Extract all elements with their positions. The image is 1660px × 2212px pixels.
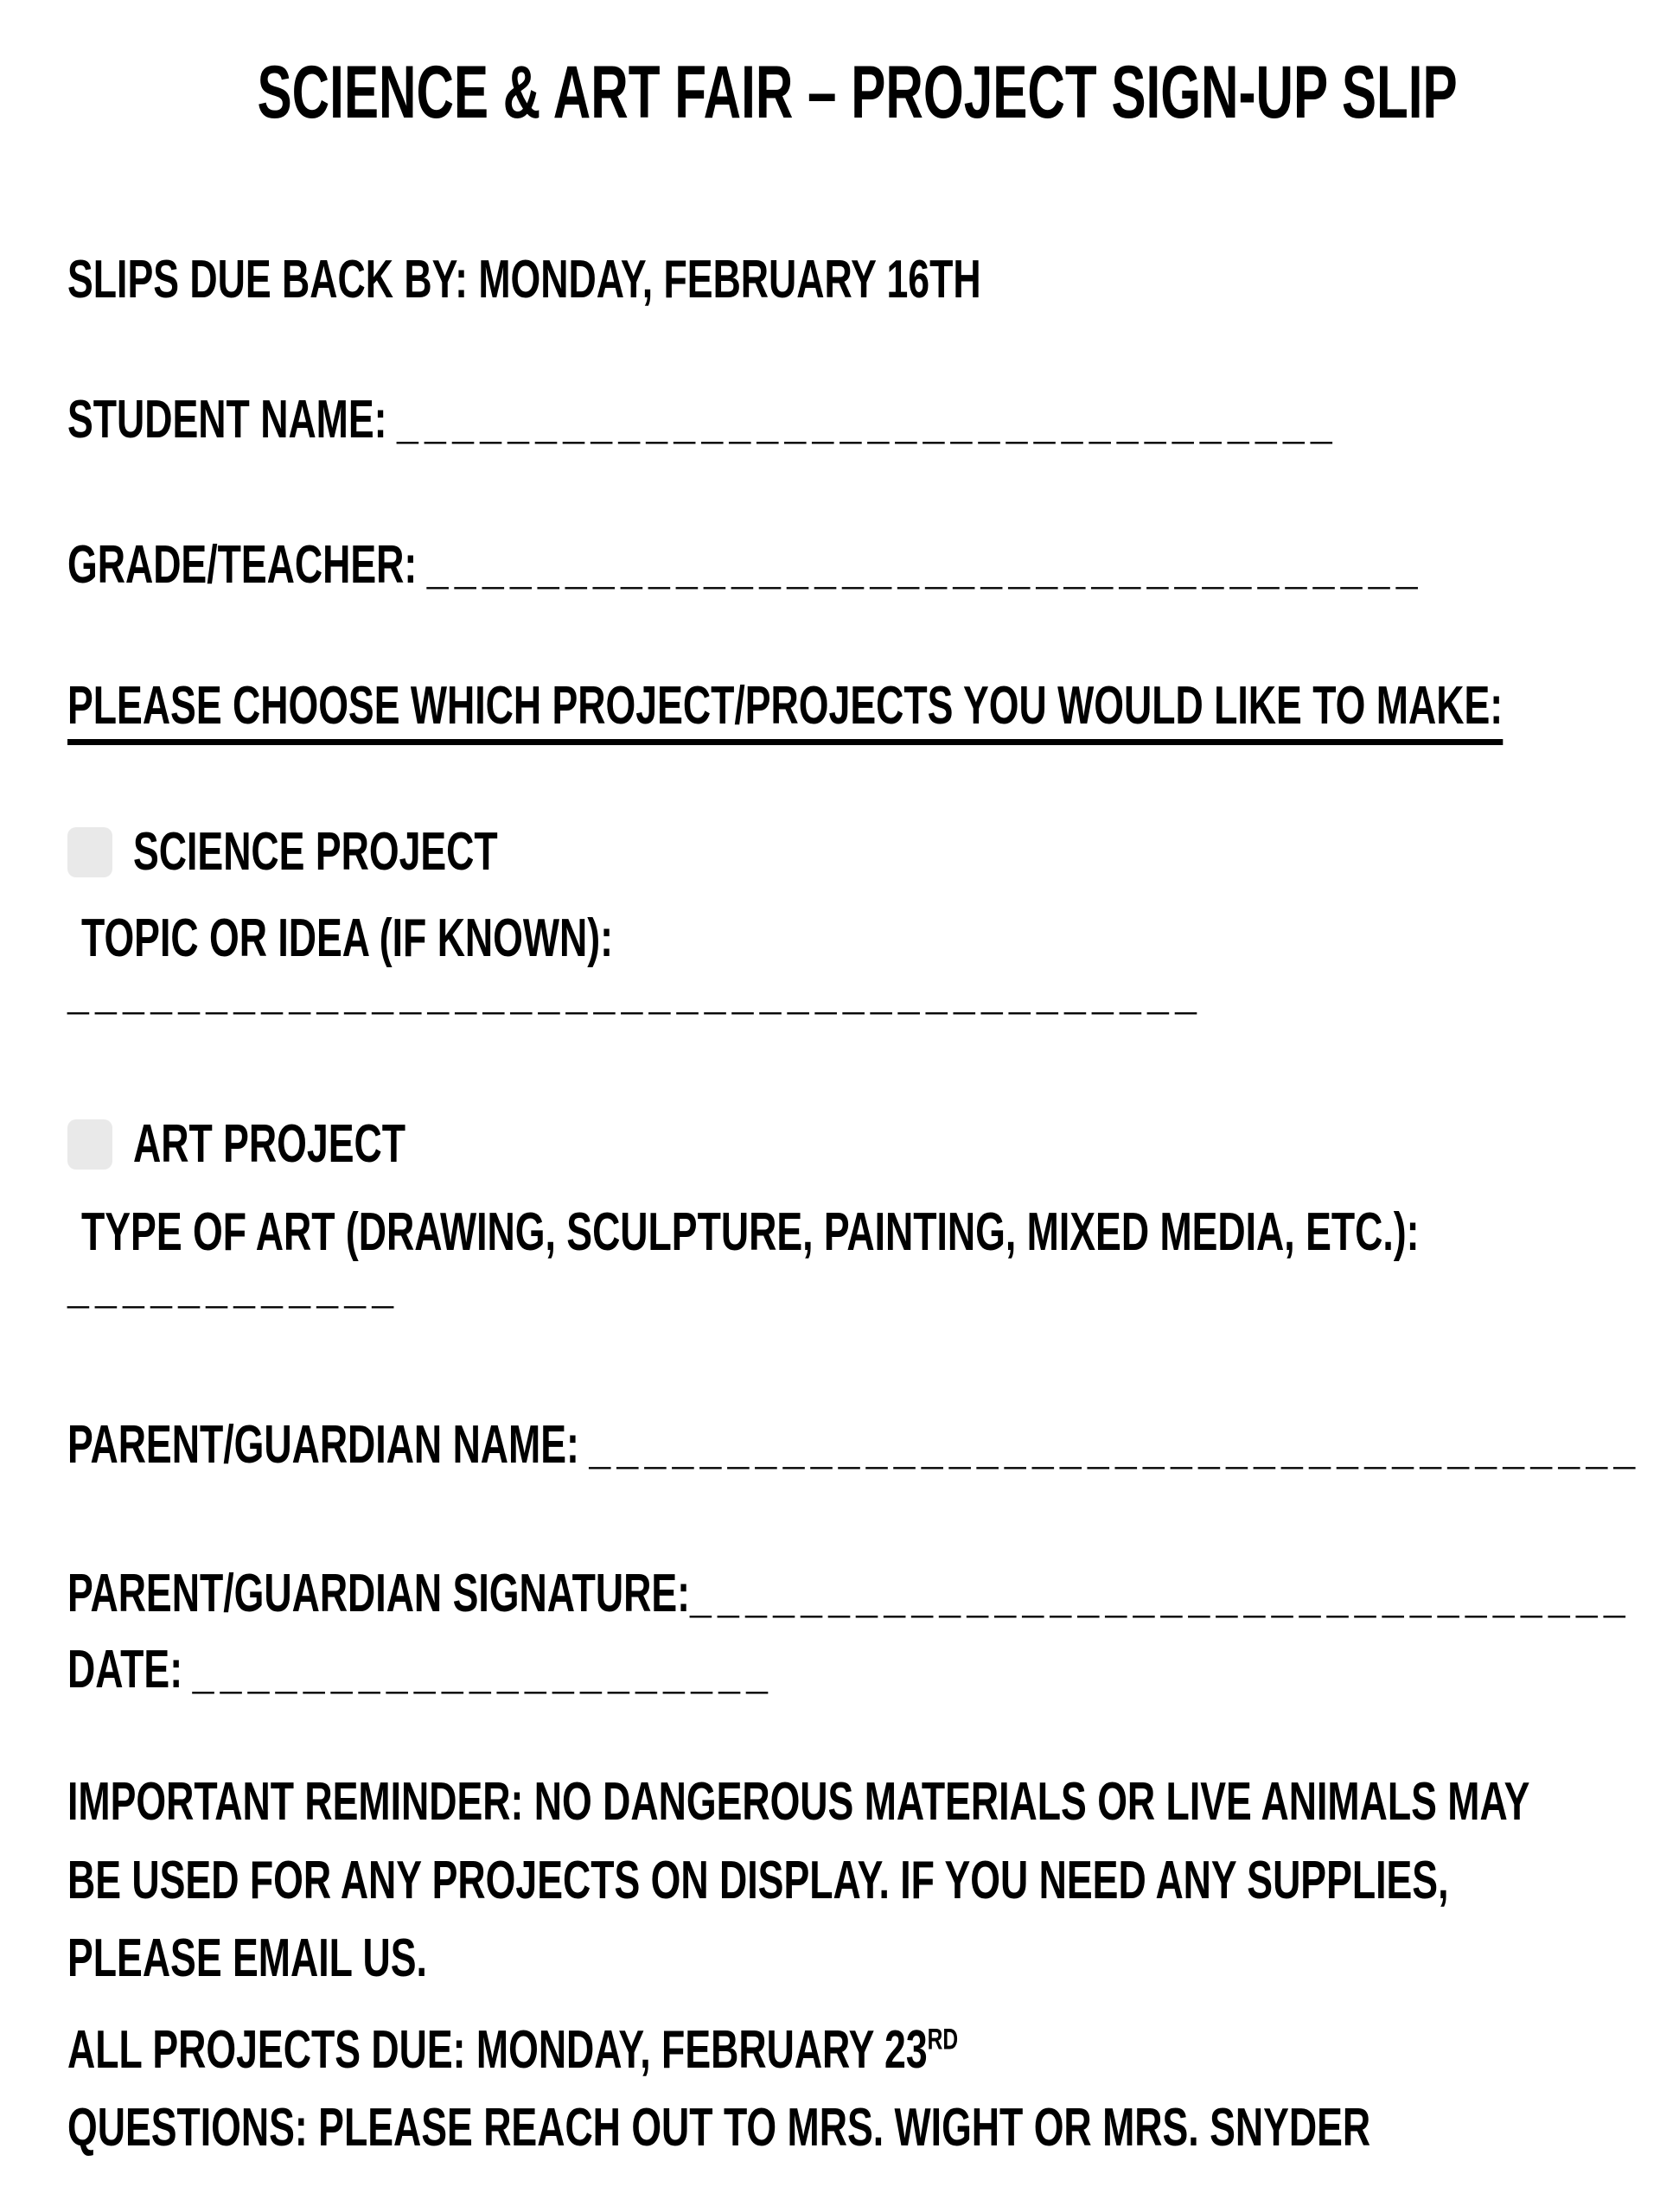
art-project-option <box>67 1115 511 1174</box>
student-name-label: STUDENT NAME: <box>67 390 387 449</box>
grade-teacher-row <box>67 536 1660 595</box>
topic-label-row <box>81 909 820 968</box>
important-reminder: IMPORTANT REMINDER: NO DANGEROUS MATERIALS OR LIVE ANIMALS MAY BE USED FOR ANY PROJECTS ON DISPLAY. IF YOU NEED ANY SUPPLIES, PLEASE EMAIL US. <box>67 1772 1529 1989</box>
parent-name-label: PARENT/GUARDIAN NAME: <box>67 1415 579 1475</box>
science-project-checkbox[interactable] <box>67 827 112 877</box>
date-blank[interactable]: _____________________ <box>192 1640 775 1699</box>
topic-blank[interactable]: _________________________________________ <box>67 960 1204 1020</box>
student-name-row <box>67 391 1660 449</box>
topic-label: TOPIC OR IDEA (IF KNOWN): <box>81 908 614 968</box>
due-notice: SLIPS DUE BACK BY: MONDAY, FEBRUARY 16TH <box>67 250 981 309</box>
art-type-label: TYPE OF ART (DRAWING, SCULPTURE, PAINTING, MIXED MEDIA, ETC.): <box>81 1202 1420 1262</box>
science-project-label: SCIENCE PROJECT <box>133 822 498 882</box>
art-project-label: ART PROJECT <box>133 1114 405 1174</box>
art-project-checkbox[interactable] <box>67 1119 112 1170</box>
date-label: DATE: <box>67 1640 183 1699</box>
signature-label: PARENT/GUARDIAN SIGNATURE: <box>67 1564 691 1623</box>
page-title-text: SCIENCE & ART FAIR – PROJECT SIGN-UP SLIP <box>257 51 1458 134</box>
art-type-blank-row <box>67 1255 529 1314</box>
topic-blank-row <box>67 961 1644 1020</box>
signature-row <box>67 1565 1660 1623</box>
art-type-label-row <box>81 1203 1660 1262</box>
signature-blank[interactable]: __________________________________ <box>690 1564 1631 1623</box>
page-title <box>0 52 1660 134</box>
grade-teacher-blank[interactable]: ____________________________________ <box>426 535 1424 595</box>
parent-name-blank[interactable]: ______________________________________ <box>589 1415 1642 1475</box>
projects-due-text: ALL PROJECTS DUE: MONDAY, FEBRUARY 23 <box>67 2020 928 2080</box>
student-name-blank[interactable]: __________________________________ <box>397 390 1338 449</box>
science-project-option <box>67 823 640 882</box>
art-type-blank[interactable]: ____________ <box>67 1254 400 1314</box>
choose-heading: PLEASE CHOOSE WHICH PROJECT/PROJECTS YOU WOULD LIKE TO MAKE: <box>67 677 1660 745</box>
grade-teacher-label: GRADE/TEACHER: <box>67 535 418 595</box>
parent-name-row <box>67 1416 1660 1475</box>
date-row <box>67 1641 1049 1699</box>
questions-line: QUESTIONS: PLEASE REACH OUT TO MRS. WIGHT OR MRS. SNYDER <box>67 2098 1371 2158</box>
projects-due-ordinal: RD <box>927 2023 959 2056</box>
projects-due-line <box>67 2021 1305 2080</box>
